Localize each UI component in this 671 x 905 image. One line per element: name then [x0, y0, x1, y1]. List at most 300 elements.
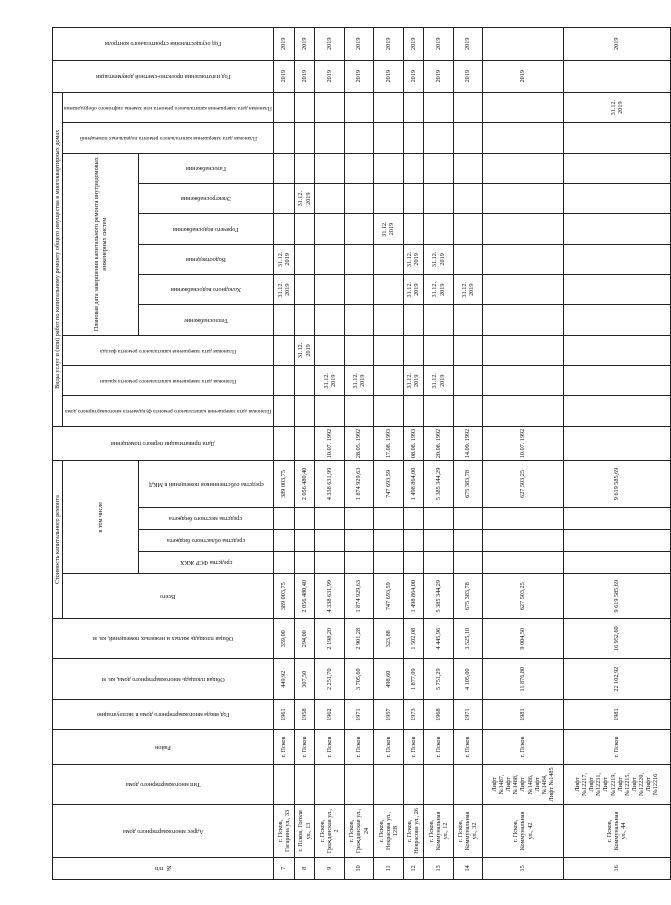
table-row — [563, 28, 670, 880]
cell-area: 22 102,92 — [563, 659, 670, 699]
cell-area: 498,60 — [374, 659, 403, 699]
cell-fund — [483, 552, 564, 574]
cell-address: г. Псков, Коммунальная ул., 12 — [424, 805, 453, 858]
header-basement: Плановая дата завершения капитального ремонта подвальных помещений — [63, 123, 274, 153]
cell-no: 12 — [403, 857, 424, 879]
cell-heat — [563, 305, 670, 335]
cell-year: 1958 — [294, 699, 315, 729]
cell-privat: 08.08. 1993 — [403, 426, 424, 460]
cell-fund — [453, 552, 482, 574]
cell-owners: 1 874 929,63 — [344, 461, 373, 508]
cell-privat: 14.09. 1992 — [453, 426, 482, 460]
header-address: Адрес многоквартирного дома — [53, 805, 274, 858]
cell-hot — [453, 214, 482, 244]
cell-area: 11 876,80 — [483, 659, 564, 699]
cell-heat — [344, 305, 373, 335]
cell-roof — [483, 366, 564, 396]
cell-premises: 4 445,96 — [424, 619, 453, 659]
cell-premises: 3 525,10 — [453, 619, 482, 659]
cell-roof: 31.12. 2019 — [315, 366, 344, 396]
cell-hot — [315, 214, 344, 244]
cell-owners: 627 503,25 — [483, 461, 564, 508]
cell-design: 2019 — [315, 60, 344, 92]
cell-lift — [424, 92, 453, 122]
cell-total: 2 056 480,40 — [294, 574, 315, 619]
cell-design: 2019 — [294, 60, 315, 92]
cell-type — [403, 764, 424, 804]
cell-privat: 17.08. 1993 — [374, 426, 403, 460]
cell-control: 2019 — [273, 28, 294, 61]
cell-area: 5 751,29 — [424, 659, 453, 699]
cell-year: 1957 — [374, 699, 403, 729]
header-electric: Электроснабжения — [138, 184, 273, 214]
cell-elec — [403, 184, 424, 214]
cell-hot — [273, 214, 294, 244]
cell-basement — [563, 123, 670, 153]
cell-district: г. Псков — [273, 730, 294, 764]
header-total-area: Общая площадь многоквартирного дома, кв. м — [53, 659, 274, 699]
cell-premises: 2 901,28 — [344, 619, 373, 659]
cell-privat: 10.07. 1992 — [315, 426, 344, 460]
cell-elec — [315, 184, 344, 214]
cell-year: 1981 — [563, 699, 670, 729]
cell-premises: 359,00 — [273, 619, 294, 659]
cell-basement — [453, 123, 482, 153]
table-header — [53, 28, 274, 880]
cell-heat — [315, 305, 344, 335]
cell-drain: 31.12. 2019 — [403, 244, 424, 274]
cell-local — [273, 507, 294, 529]
cell-regional — [294, 529, 315, 551]
cell-drain — [374, 244, 403, 274]
cell-local — [403, 507, 424, 529]
cell-basement — [424, 123, 453, 153]
cell-regional — [563, 529, 670, 551]
cell-control: 2019 — [424, 28, 453, 61]
cell-fasad — [344, 335, 373, 365]
cell-privat: 28.05. 1992 — [344, 426, 373, 460]
cell-regional — [483, 529, 564, 551]
cell-address: г. Псков, Коммунальная ул., 32 — [453, 805, 482, 858]
cell-total: 1 498 864,00 — [403, 574, 424, 619]
cell-drain — [315, 244, 344, 274]
cell-owners: 5 385 344,29 — [424, 461, 453, 508]
cell-basement — [294, 123, 315, 153]
cell-drain — [294, 244, 315, 274]
cell-design: 2019 — [483, 60, 564, 92]
cell-elec — [453, 184, 482, 214]
cell-district: г. Псков — [294, 730, 315, 764]
cell-area: 449,92 — [273, 659, 294, 699]
header-fasad: Плановая дата завершения капитального ремонта фасада — [63, 335, 274, 365]
capital-repair-register-table — [52, 27, 671, 880]
cell-fund — [563, 552, 670, 574]
header-cost-group: Стоимость капитального ремонта — [53, 461, 63, 619]
cell-no: 14 — [453, 857, 482, 879]
cell-owners: 4 338 631,99 — [315, 461, 344, 508]
header-drainage: Водоотведения — [138, 244, 273, 274]
cell-fund — [294, 552, 315, 574]
cell-roof — [453, 366, 482, 396]
cell-cold: 31.12. 2019 — [273, 275, 294, 305]
header-privatization-date: Дата приватизации первого помещения — [53, 426, 274, 460]
cell-address: г. Псков, Некрасова ул., 12В — [374, 805, 403, 858]
cell-regional — [424, 529, 453, 551]
cell-hot — [483, 214, 564, 244]
cell-no: 9 — [315, 857, 344, 879]
cell-gas — [424, 153, 453, 183]
cell-privat: 20.08. 1992 — [424, 426, 453, 460]
cell-gas — [453, 153, 482, 183]
cell-total: 9 619 585,69 — [563, 574, 670, 619]
cell-total: 4 338 631,99 — [315, 574, 344, 619]
cell-area: 4 105,00 — [453, 659, 482, 699]
cell-hot — [563, 214, 670, 244]
cell-control: 2019 — [294, 28, 315, 61]
cell-address: г. Псков, Некрасова ул., 26 — [403, 805, 424, 858]
cell-hot — [344, 214, 373, 244]
header-systems-group: Плановая дата завершения капитального ремонта внутридомовых инженерных систем — [63, 153, 139, 335]
header-gas: Газоснабжения — [138, 153, 273, 183]
cell-cold — [344, 275, 373, 305]
cell-district: г. Псков — [483, 730, 564, 764]
cell-no: 16 — [563, 857, 670, 879]
cell-lift — [374, 92, 403, 122]
header-design-year: Год изготовления проектно-сметной документации — [53, 60, 274, 92]
cell-total: 627 503,25 — [483, 574, 564, 619]
cell-district: г. Псков — [403, 730, 424, 764]
cell-premises: 2 198,20 — [315, 619, 344, 659]
cell-gas — [374, 153, 403, 183]
cell-foundation — [315, 396, 344, 426]
header-in-that: в том числе — [63, 461, 139, 574]
cell-elec — [344, 184, 373, 214]
cell-year: 1968 — [424, 699, 453, 729]
cell-basement — [403, 123, 424, 153]
header-works-group: Виды услуг и (или) работ по капитальному ремонту общего имущества в многоквартирных домах — [53, 92, 63, 426]
cell-gas — [273, 153, 294, 183]
cell-roof: 31.12. 2019 — [403, 366, 424, 396]
header-regional: средства областного бюджета — [138, 529, 273, 551]
cell-design: 2019 — [374, 60, 403, 92]
cell-fasad — [453, 335, 482, 365]
cell-type — [453, 764, 482, 804]
cell-total: 389 003,75 — [273, 574, 294, 619]
cell-design: 2019 — [273, 60, 294, 92]
cell-year: 1961 — [273, 699, 294, 729]
cell-foundation — [344, 396, 373, 426]
cell-cold: 31.12. 2019 — [453, 275, 482, 305]
cell-local — [344, 507, 373, 529]
cell-elec — [273, 184, 294, 214]
cell-cold: 31.12. 2019 — [424, 275, 453, 305]
cell-type — [374, 764, 403, 804]
cell-hot — [424, 214, 453, 244]
cell-district: г. Псков — [374, 730, 403, 764]
cell-area: 2 251,70 — [315, 659, 344, 699]
header-cold-water: Холодного водоснабжения — [138, 275, 273, 305]
table-row — [294, 28, 315, 880]
header-roof: Плановая дата завершения капитального ремонта крыши — [63, 366, 274, 396]
cell-foundation — [453, 396, 482, 426]
cell-roof — [294, 366, 315, 396]
cell-year: 1971 — [344, 699, 373, 729]
cell-roof — [273, 366, 294, 396]
cell-regional — [403, 529, 424, 551]
cell-privat — [273, 426, 294, 460]
cell-basement — [344, 123, 373, 153]
cell-design — [563, 60, 670, 92]
header-no: № п/п — [53, 857, 274, 879]
cell-control: 2019 — [403, 28, 424, 61]
header-foundation: Плановая дата завершения капитального ремонта фундамента многоквартирного дома — [63, 396, 274, 426]
cell-total: 5 385 344,29 — [424, 574, 453, 619]
cell-control: 2019 — [344, 28, 373, 61]
cell-elec — [424, 184, 453, 214]
cell-type — [294, 764, 315, 804]
cell-elec — [483, 184, 564, 214]
cell-roof — [374, 366, 403, 396]
cell-fund — [374, 552, 403, 574]
cell-total: 747 693,59 — [374, 574, 403, 619]
cell-type — [273, 764, 294, 804]
cell-year: 1962 — [315, 699, 344, 729]
header-premises-area: Общая площадь жилых и нежилых помещений, кв. м — [53, 619, 274, 659]
cell-roof: 31.12. 2019 — [344, 366, 373, 396]
cell-cold — [315, 275, 344, 305]
cell-control: 2019 — [563, 28, 670, 61]
header-total: Всего — [63, 574, 274, 619]
cell-drain — [344, 244, 373, 274]
cell-foundation — [374, 396, 403, 426]
cell-local — [453, 507, 482, 529]
cell-total: 675 383,78 — [453, 574, 482, 619]
cell-owners: 389 003,75 — [273, 461, 294, 508]
header-owners: средства собственников помещений в МКД — [138, 461, 273, 508]
cell-address: г. Псков, Гагарина ул., 33 — [273, 805, 294, 858]
cell-premises: 323,88 — [374, 619, 403, 659]
header-fund: средства ФСР ЖКХ — [138, 552, 273, 574]
cell-foundation — [294, 396, 315, 426]
header-hot-water: Горячего водоснабжения — [138, 214, 273, 244]
cell-area: 307,50 — [294, 659, 315, 699]
cell-district: г. Псков — [563, 730, 670, 764]
cell-design: 2019 — [344, 60, 373, 92]
cell-drain: 31.12. 2019 — [273, 244, 294, 274]
cell-premises: 294,00 — [294, 619, 315, 659]
cell-fasad: 31.12. 2019 — [294, 335, 315, 365]
cell-local — [563, 507, 670, 529]
cell-no: 10 — [344, 857, 373, 879]
cell-lift — [453, 92, 482, 122]
cell-type: Лифт №12217, Лифт №12231, Лифт №12219, Лифт №12215, Лифт №12220, Лифт №12216 — [563, 764, 670, 804]
cell-elec — [563, 184, 670, 214]
cell-local — [315, 507, 344, 529]
cell-fasad — [403, 335, 424, 365]
cell-heat — [273, 305, 294, 335]
cell-drain — [453, 244, 482, 274]
cell-cold: 31.12. 2019 — [403, 275, 424, 305]
cell-lift — [273, 92, 294, 122]
rotated-sheet — [52, 27, 660, 880]
cell-basement — [273, 123, 294, 153]
cell-regional — [273, 529, 294, 551]
header-heat: Теплоснабжение — [138, 305, 273, 335]
cell-heat — [403, 305, 424, 335]
cell-design: 2019 — [453, 60, 482, 92]
cell-heat — [424, 305, 453, 335]
table-row — [453, 28, 482, 880]
cell-type — [344, 764, 373, 804]
cell-no: 7 — [273, 857, 294, 879]
cell-local — [294, 507, 315, 529]
cell-control — [483, 28, 564, 61]
cell-no: 15 — [483, 857, 564, 879]
header-local: средства местного бюджета — [138, 507, 273, 529]
cell-lift — [315, 92, 344, 122]
cell-area: 3 705,60 — [344, 659, 373, 699]
header-district: Район — [53, 730, 274, 764]
cell-owners: 9 619 585,69 — [563, 461, 670, 508]
cell-lift — [294, 92, 315, 122]
table-row — [374, 28, 403, 880]
cell-gas — [563, 153, 670, 183]
cell-heat — [483, 305, 564, 335]
cell-foundation — [424, 396, 453, 426]
cell-drain: 31.12. 2019 — [424, 244, 453, 274]
table-row — [344, 28, 373, 880]
cell-owners: 2 056 480,40 — [294, 461, 315, 508]
cell-fasad — [424, 335, 453, 365]
cell-type — [315, 764, 344, 804]
cell-fund — [315, 552, 344, 574]
cell-no: 13 — [424, 857, 453, 879]
cell-owners: 675 383,78 — [453, 461, 482, 508]
cell-control: 2019 — [374, 28, 403, 61]
cell-roof — [563, 366, 670, 396]
cell-address: г. Псков, Коммунальная ул., 42 — [483, 805, 564, 858]
cell-regional — [374, 529, 403, 551]
cell-year: 1981 — [483, 699, 564, 729]
cell-fund — [403, 552, 424, 574]
cell-year: 1971 — [453, 699, 482, 729]
cell-fasad — [483, 335, 564, 365]
cell-type — [424, 764, 453, 804]
cell-fasad — [563, 335, 670, 365]
cell-privat: 10.07. 1992 — [483, 426, 564, 460]
header-year-built: Год ввода многоквартирного дома в эксплуатацию — [53, 699, 274, 729]
cell-heat — [453, 305, 482, 335]
cell-control: 2019 — [453, 28, 482, 61]
cell-hot — [294, 214, 315, 244]
cell-address: г. Псков, Гражданская ул., 2 — [315, 805, 344, 858]
cell-year: 1973 — [403, 699, 424, 729]
table-row — [424, 28, 453, 880]
cell-regional — [315, 529, 344, 551]
cell-gas — [483, 153, 564, 183]
cell-heat — [294, 305, 315, 335]
cell-owners: 747 693,59 — [374, 461, 403, 508]
cell-foundation — [483, 396, 564, 426]
cell-cold — [374, 275, 403, 305]
cell-elec: 31.12. 2019 — [294, 184, 315, 214]
cell-area: 1 877,09 — [403, 659, 424, 699]
cell-address: г. Псков, Гоголя ул., 13 — [294, 805, 315, 858]
cell-fund — [344, 552, 373, 574]
cell-lift: 31.12. 2019 — [563, 92, 670, 122]
cell-gas — [344, 153, 373, 183]
cell-heat — [374, 305, 403, 335]
cell-drain — [483, 244, 564, 274]
cell-fasad — [374, 335, 403, 365]
cell-local — [483, 507, 564, 529]
cell-design: 2019 — [403, 60, 424, 92]
cell-cold — [294, 275, 315, 305]
table-row — [483, 28, 564, 880]
cell-fasad — [315, 335, 344, 365]
cell-foundation — [403, 396, 424, 426]
header-control-year: Год осуществления строительного контроля — [53, 28, 274, 61]
cell-district: г. Псков — [424, 730, 453, 764]
cell-local — [374, 507, 403, 529]
cell-no: 11 — [374, 857, 403, 879]
cell-basement — [374, 123, 403, 153]
cell-foundation — [273, 396, 294, 426]
cell-gas — [315, 153, 344, 183]
cell-district: г. Псков — [453, 730, 482, 764]
cell-premises: 9 004,50 — [483, 619, 564, 659]
cell-address: г. Псков, Гражданская ул., 24 — [344, 805, 373, 858]
cell-no: 8 — [294, 857, 315, 879]
cell-hot: 31.12. 2019 — [374, 214, 403, 244]
cell-type: Лифт №1487, Лифт №1488, Лифт №1486, Лифт №1484, Лифт №1485 — [483, 764, 564, 804]
table-body — [273, 28, 670, 880]
table-row — [315, 28, 344, 880]
cell-total: 1 874 929,63 — [344, 574, 373, 619]
cell-foundation — [563, 396, 670, 426]
cell-fund — [424, 552, 453, 574]
table-row — [403, 28, 424, 880]
cell-fasad — [273, 335, 294, 365]
cell-drain — [563, 244, 670, 274]
cell-roof: 31.12. 2019 — [424, 366, 453, 396]
cell-lift — [483, 92, 564, 122]
cell-design: 2019 — [424, 60, 453, 92]
header-house-type: Тип многоквартирного дома — [53, 764, 274, 804]
cell-regional — [344, 529, 373, 551]
cell-lift — [344, 92, 373, 122]
cell-cold — [483, 275, 564, 305]
cell-control: 2019 — [315, 28, 344, 61]
cell-basement — [483, 123, 564, 153]
cell-district: г. Псков — [344, 730, 373, 764]
cell-hot — [403, 214, 424, 244]
cell-premises: 16 952,60 — [563, 619, 670, 659]
header-lift: Плановая дата завершения капитального ремонта или замены лифтового оборудования — [63, 92, 274, 122]
cell-privat — [563, 426, 670, 460]
cell-cold — [563, 275, 670, 305]
cell-regional — [453, 529, 482, 551]
cell-gas — [403, 153, 424, 183]
cell-lift — [403, 92, 424, 122]
cell-district: г. Псков — [315, 730, 344, 764]
cell-address: г. Псков, Коммунальная ул., 44 — [563, 805, 670, 858]
cell-gas — [294, 153, 315, 183]
cell-owners: 1 498 864,00 — [403, 461, 424, 508]
cell-fund — [273, 552, 294, 574]
cell-local — [424, 507, 453, 529]
cell-privat — [294, 426, 315, 460]
